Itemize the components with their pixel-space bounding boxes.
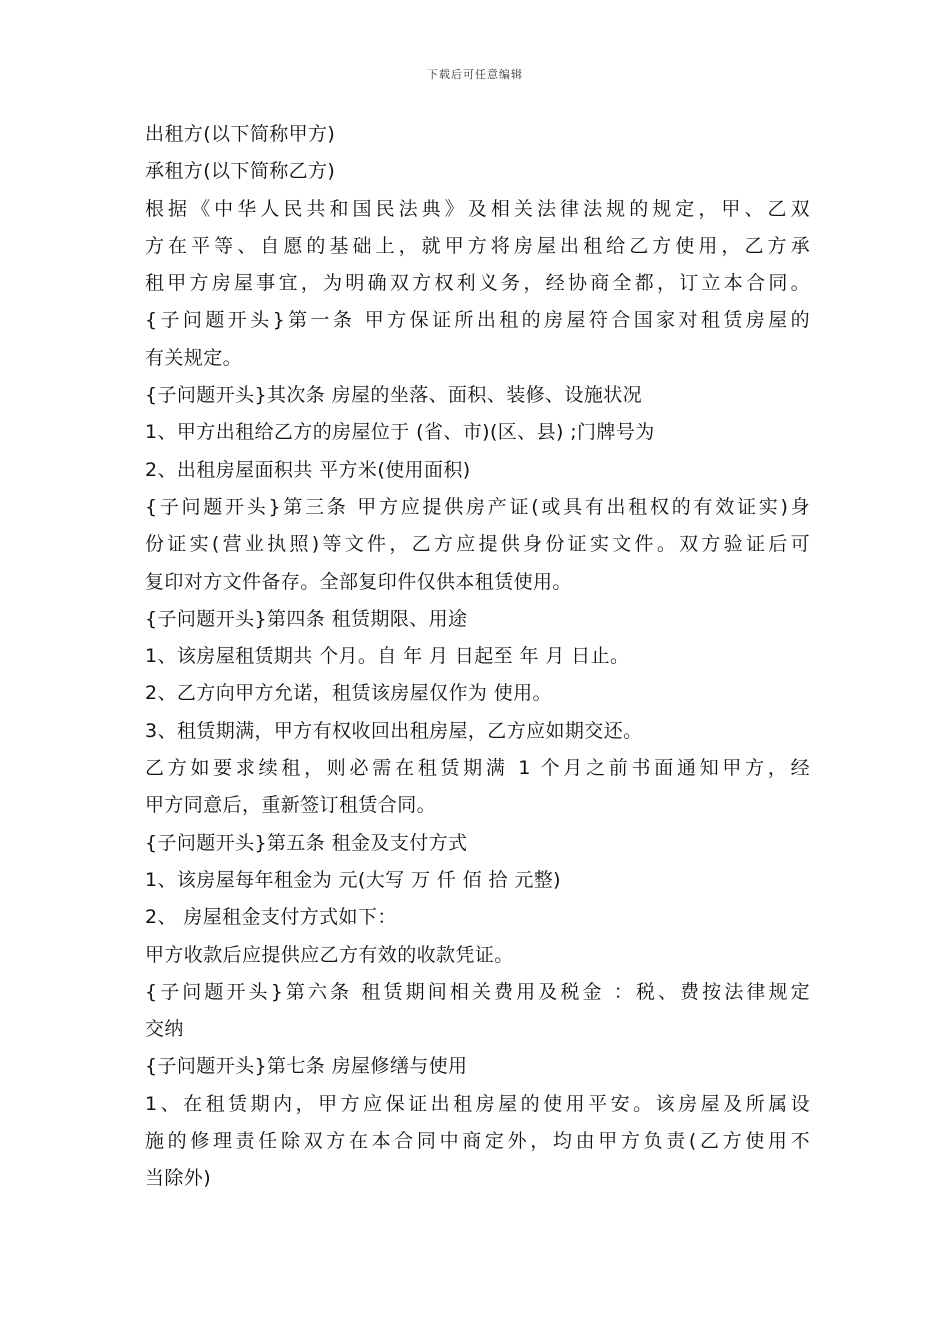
text-line: 1、甲方出租给乙方的房屋位于 (省、市)(区、县) ;门牌号为	[145, 421, 655, 444]
text-line: 承租方(以下简称乙方)	[145, 160, 336, 183]
text-line: 交纳	[145, 1018, 184, 1041]
text-line: 2、 房屋租金支付方式如下：	[145, 906, 397, 929]
text-line: {子问题开头}第六条 租赁期间相关费用及税金 ：税、费按法律规定	[145, 980, 810, 1003]
text-line: {子问题开头}第七条 房屋修缮与使用	[145, 1055, 468, 1078]
text-line: 有关规定。	[145, 346, 243, 369]
text-line: {子问题开头}第四条 租赁期限、用途	[145, 607, 468, 630]
text-line: 1、在租赁期内，甲方应保证出租房屋的使用平安。该房屋及所属设	[145, 1092, 810, 1115]
text-line: 2、出租房屋面积共 平方米(使用面积)	[145, 458, 471, 481]
contract-body	[145, 116, 810, 1198]
text-line: 租甲方房屋事宜，为明确双方权利义务，经协商全都，订立本合同。	[145, 272, 810, 295]
text-line: 3、租赁期满，甲方有权收回出租房屋，乙方应如期交还。	[145, 719, 643, 742]
text-line: 复印对方文件备存。全部复印件仅供本租赁使用。	[145, 570, 572, 593]
text-line: 份证实(营业执照)等文件，乙方应提供身份证实文件。双方验证后可	[145, 533, 810, 556]
text-line: 甲方收款后应提供应乙方有效的收款凭证。	[145, 943, 514, 966]
text-line: {子问题开头}第三条 甲方应提供房产证(或具有出租权的有效证实)身	[145, 495, 810, 518]
text-line: 2、乙方向甲方允诺，租赁该房屋仅作为 使用。	[145, 682, 552, 705]
text-line: 1、该房屋每年租金为 元(大写 万 仟 佰 拾 元整)	[145, 868, 561, 891]
text-line: {子问题开头}第一条 甲方保证所出租的房屋符合国家对租赁房屋的	[145, 309, 810, 332]
text-line: {子问题开头}其次条 房屋的坐落、面积、装修、设施状况	[145, 384, 643, 407]
text-line: 乙方如要求续租，则必需在租赁期满 1 个月之前书面通知甲方，经	[145, 757, 810, 780]
page-header: 下载后可任意编辑	[427, 68, 523, 81]
text-line: 甲方同意后，重新签订租赁合同。	[145, 794, 437, 817]
text-line: 施的修理责任除双方在本合同中商定外，均由甲方负责(乙方使用不	[145, 1130, 810, 1153]
text-line: 根据《中华人民共和国民法典》及相关法律法规的规定，甲、乙双	[145, 197, 810, 220]
text-line: 出租方(以下简称甲方)	[145, 123, 336, 145]
text-line: {子问题开头}第五条 租金及支付方式	[145, 831, 468, 854]
text-line: 方在平等、自愿的基础上，就甲方将房屋出租给乙方使用，乙方承	[145, 234, 810, 257]
text-line: 1、该房屋租赁期共 个月。自 年 月 日起至 年 月 日止。	[145, 645, 630, 668]
text-line: 当除外)	[145, 1167, 212, 1190]
